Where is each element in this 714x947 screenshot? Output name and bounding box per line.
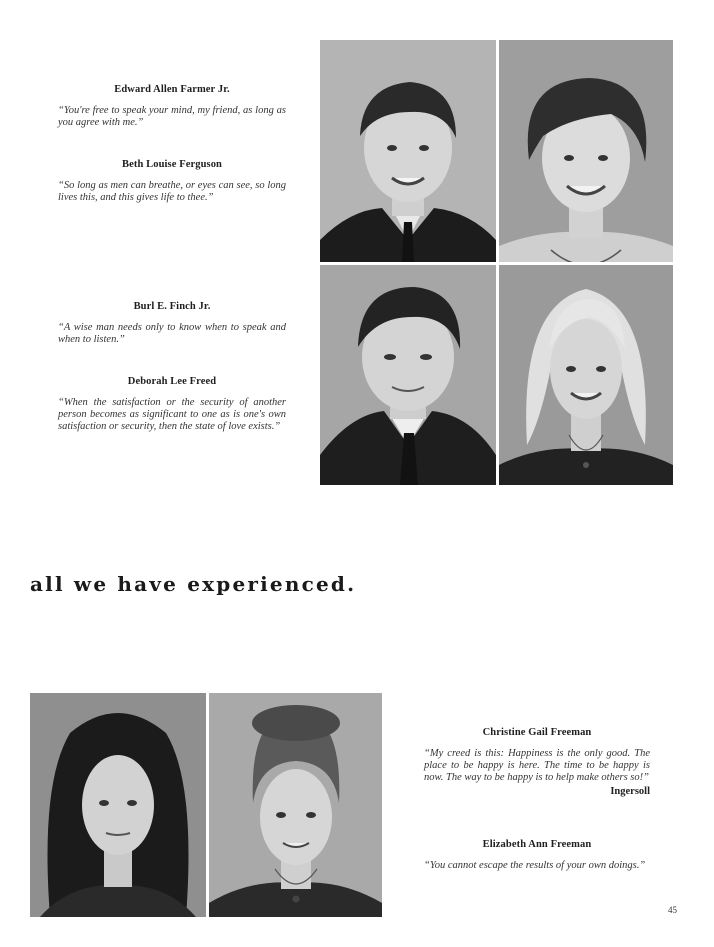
senior-quote: “My creed is this: Happiness is the only good. The place to be happy is here. The time to be happy is now. The way to be happy is to help make others so!”	[424, 748, 650, 783]
portrait-christine-freeman	[30, 693, 206, 917]
section-tagline: all we have experienced.	[30, 572, 357, 596]
quote-attribution: Ingersoll	[610, 786, 650, 797]
student-name: Burl E. Finch Jr.	[133, 301, 211, 312]
portrait-freed	[499, 265, 673, 485]
student-name: Christine Gail Freeman	[482, 727, 592, 738]
entry-freed	[58, 376, 286, 433]
entry-finch	[58, 301, 286, 346]
senior-quote: “When the satisfaction or the security of another person becomes as significant to one as is one's own satisfaction or security, then the state of love exists.”	[58, 397, 286, 432]
entry-ferguson	[58, 159, 286, 204]
portrait-ferguson	[499, 40, 673, 262]
senior-quote: “So long as men can breathe, or eyes can see, so long lives this, and this gives life to thee.”	[58, 180, 286, 203]
entry-farmer	[58, 84, 286, 129]
entry-elizabeth-freeman	[424, 839, 650, 872]
student-name: Elizabeth Ann Freeman	[482, 839, 592, 850]
senior-quote: “You're free to speak your mind, my friend, as long as you agree with me.”	[58, 105, 286, 128]
portrait-finch	[320, 265, 496, 485]
portrait-elizabeth-freeman	[209, 693, 382, 917]
page-number: 45	[668, 905, 677, 915]
student-name: Deborah Lee Freed	[127, 376, 217, 387]
entry-christine-freeman	[424, 727, 650, 797]
student-name: Edward Allen Farmer Jr.	[114, 84, 230, 95]
senior-quote: “You cannot escape the results of your own doings.”	[424, 860, 646, 871]
portrait-farmer	[320, 40, 496, 262]
student-name: Beth Louise Ferguson	[121, 159, 222, 170]
senior-quote: “A wise man needs only to know when to speak and when to listen.”	[58, 322, 286, 345]
